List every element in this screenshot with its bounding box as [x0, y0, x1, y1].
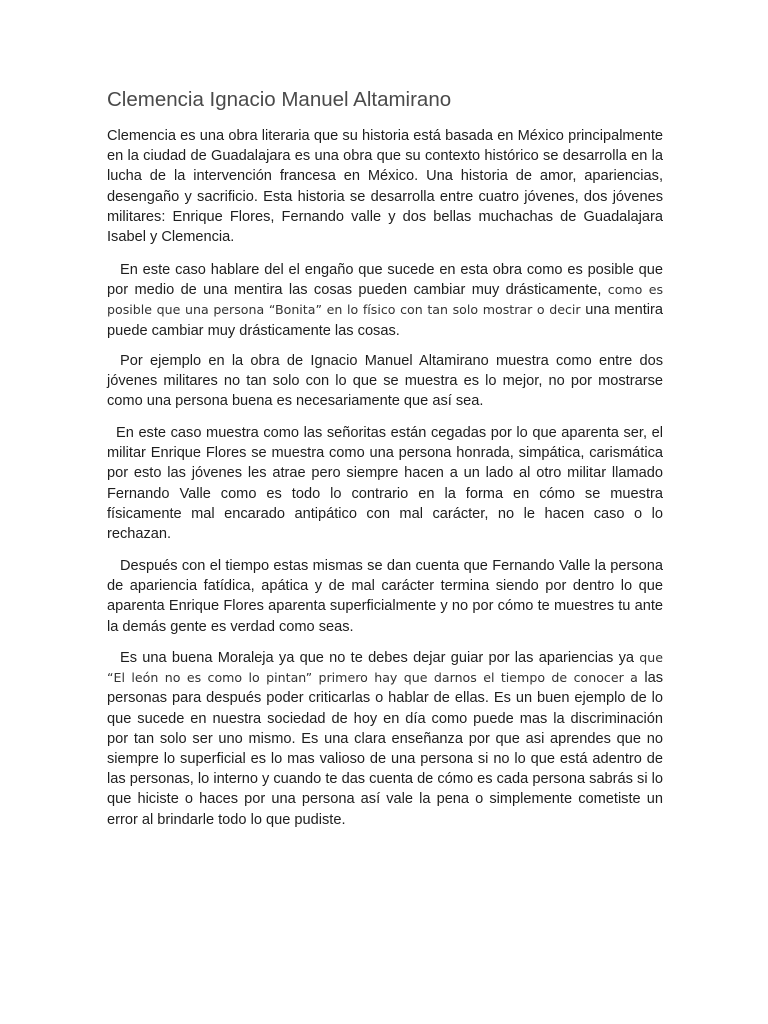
paragraph-3 — [107, 351, 663, 412]
paragraph-4-text: En este caso muestra como las señoritas están cegadas por lo que aparenta ser, el militar Enrique Flores se muestra como una persona honrada, simpática, carismática por esto las jóvenes les atrae pero siempre hacen a un lado al otro militar llamado Fernando Valle como es todo lo contrario en la forma en cómo se muestra físicamente mal encarado antipático con mal carácter, no le hacen caso o lo rechazan. — [107, 425, 663, 543]
paragraph-3-text: Por ejemplo en la obra de Ignacio Manuel Altamirano muestra como entre dos jóvenes militares no tan solo con lo que se muestra es lo mejor, no por mostrarse como una persona buena es necesariamente que así sea. — [107, 353, 663, 410]
paragraph-1 — [107, 126, 663, 247]
paragraph-1-text: Clemencia es una obra literaria que su historia está basada en México principalmente en la ciudad de Guadalajara es una obra que su contexto histórico se desarrolla en la lucha de la intervención francesa en México. Una historia de amor, apariencias, desengaño y sacrificio. Esta historia se desarrolla entre cuatro jóvenes, dos jóvenes militares: Enrique Flores, Fernando valle y dos bellas muchachas de Guadalajara Isabel y Clemencia. — [107, 128, 663, 246]
paragraph-6-text-c: las personas para después poder criticarlas o hablar de ellas. Es un buen ejemplo de lo que sucede en nuestra sociedad de hoy en día como puede mas la discriminación por tan solo ser uno mismo. Es una clara enseñanza por que asi aprendes que no siempre lo superficial es lo mas valioso de una persona si no lo que está adentro de las personas, lo interno y cuando te das cuenta de cómo es cada persona sabrás si lo que hiciste o haces por una persona así vale la pena o simplemente cometiste un error al brindarle todo lo que pudiste. — [107, 670, 663, 828]
paragraph-2-text-c: una mentira puede cambiar muy drásticamente las cosas. — [107, 302, 663, 339]
paragraph-5-text: Después con el tiempo estas mismas se dan cuenta que Fernando Valle la persona de apariencia fatídica, apática y de mal carácter termina siendo por dentro lo que aparenta Enrique Flores aparenta superficialmente y no por cómo te muestres tu ante la demás gente es verdad como seas. — [107, 558, 663, 635]
paragraph-2-text-b: como es posible que una persona “Bonita” en lo físico con tan solo mostrar o decir — [107, 282, 664, 318]
paragraph-2 — [107, 260, 663, 341]
paragraph-6-text-a: Es una buena Moraleja ya que no te debes dejar guiar por las apariencias ya — [120, 650, 635, 666]
paragraph-2-text-a: En este caso hablare del el engaño que sucede en esta obra como es posible que por medio de una mentira las cosas pueden cambiar muy drásticamente, — [107, 262, 663, 299]
paragraph-4 — [107, 423, 663, 544]
paragraph-5 — [107, 556, 663, 637]
paragraph-6 — [107, 648, 663, 830]
document-title: Clemencia Ignacio Manuel Altamirano — [107, 88, 452, 111]
paragraph-6-text-b: que “El león no es como lo pintan” primero hay que darnos el tiempo de conocer a — [107, 650, 663, 686]
